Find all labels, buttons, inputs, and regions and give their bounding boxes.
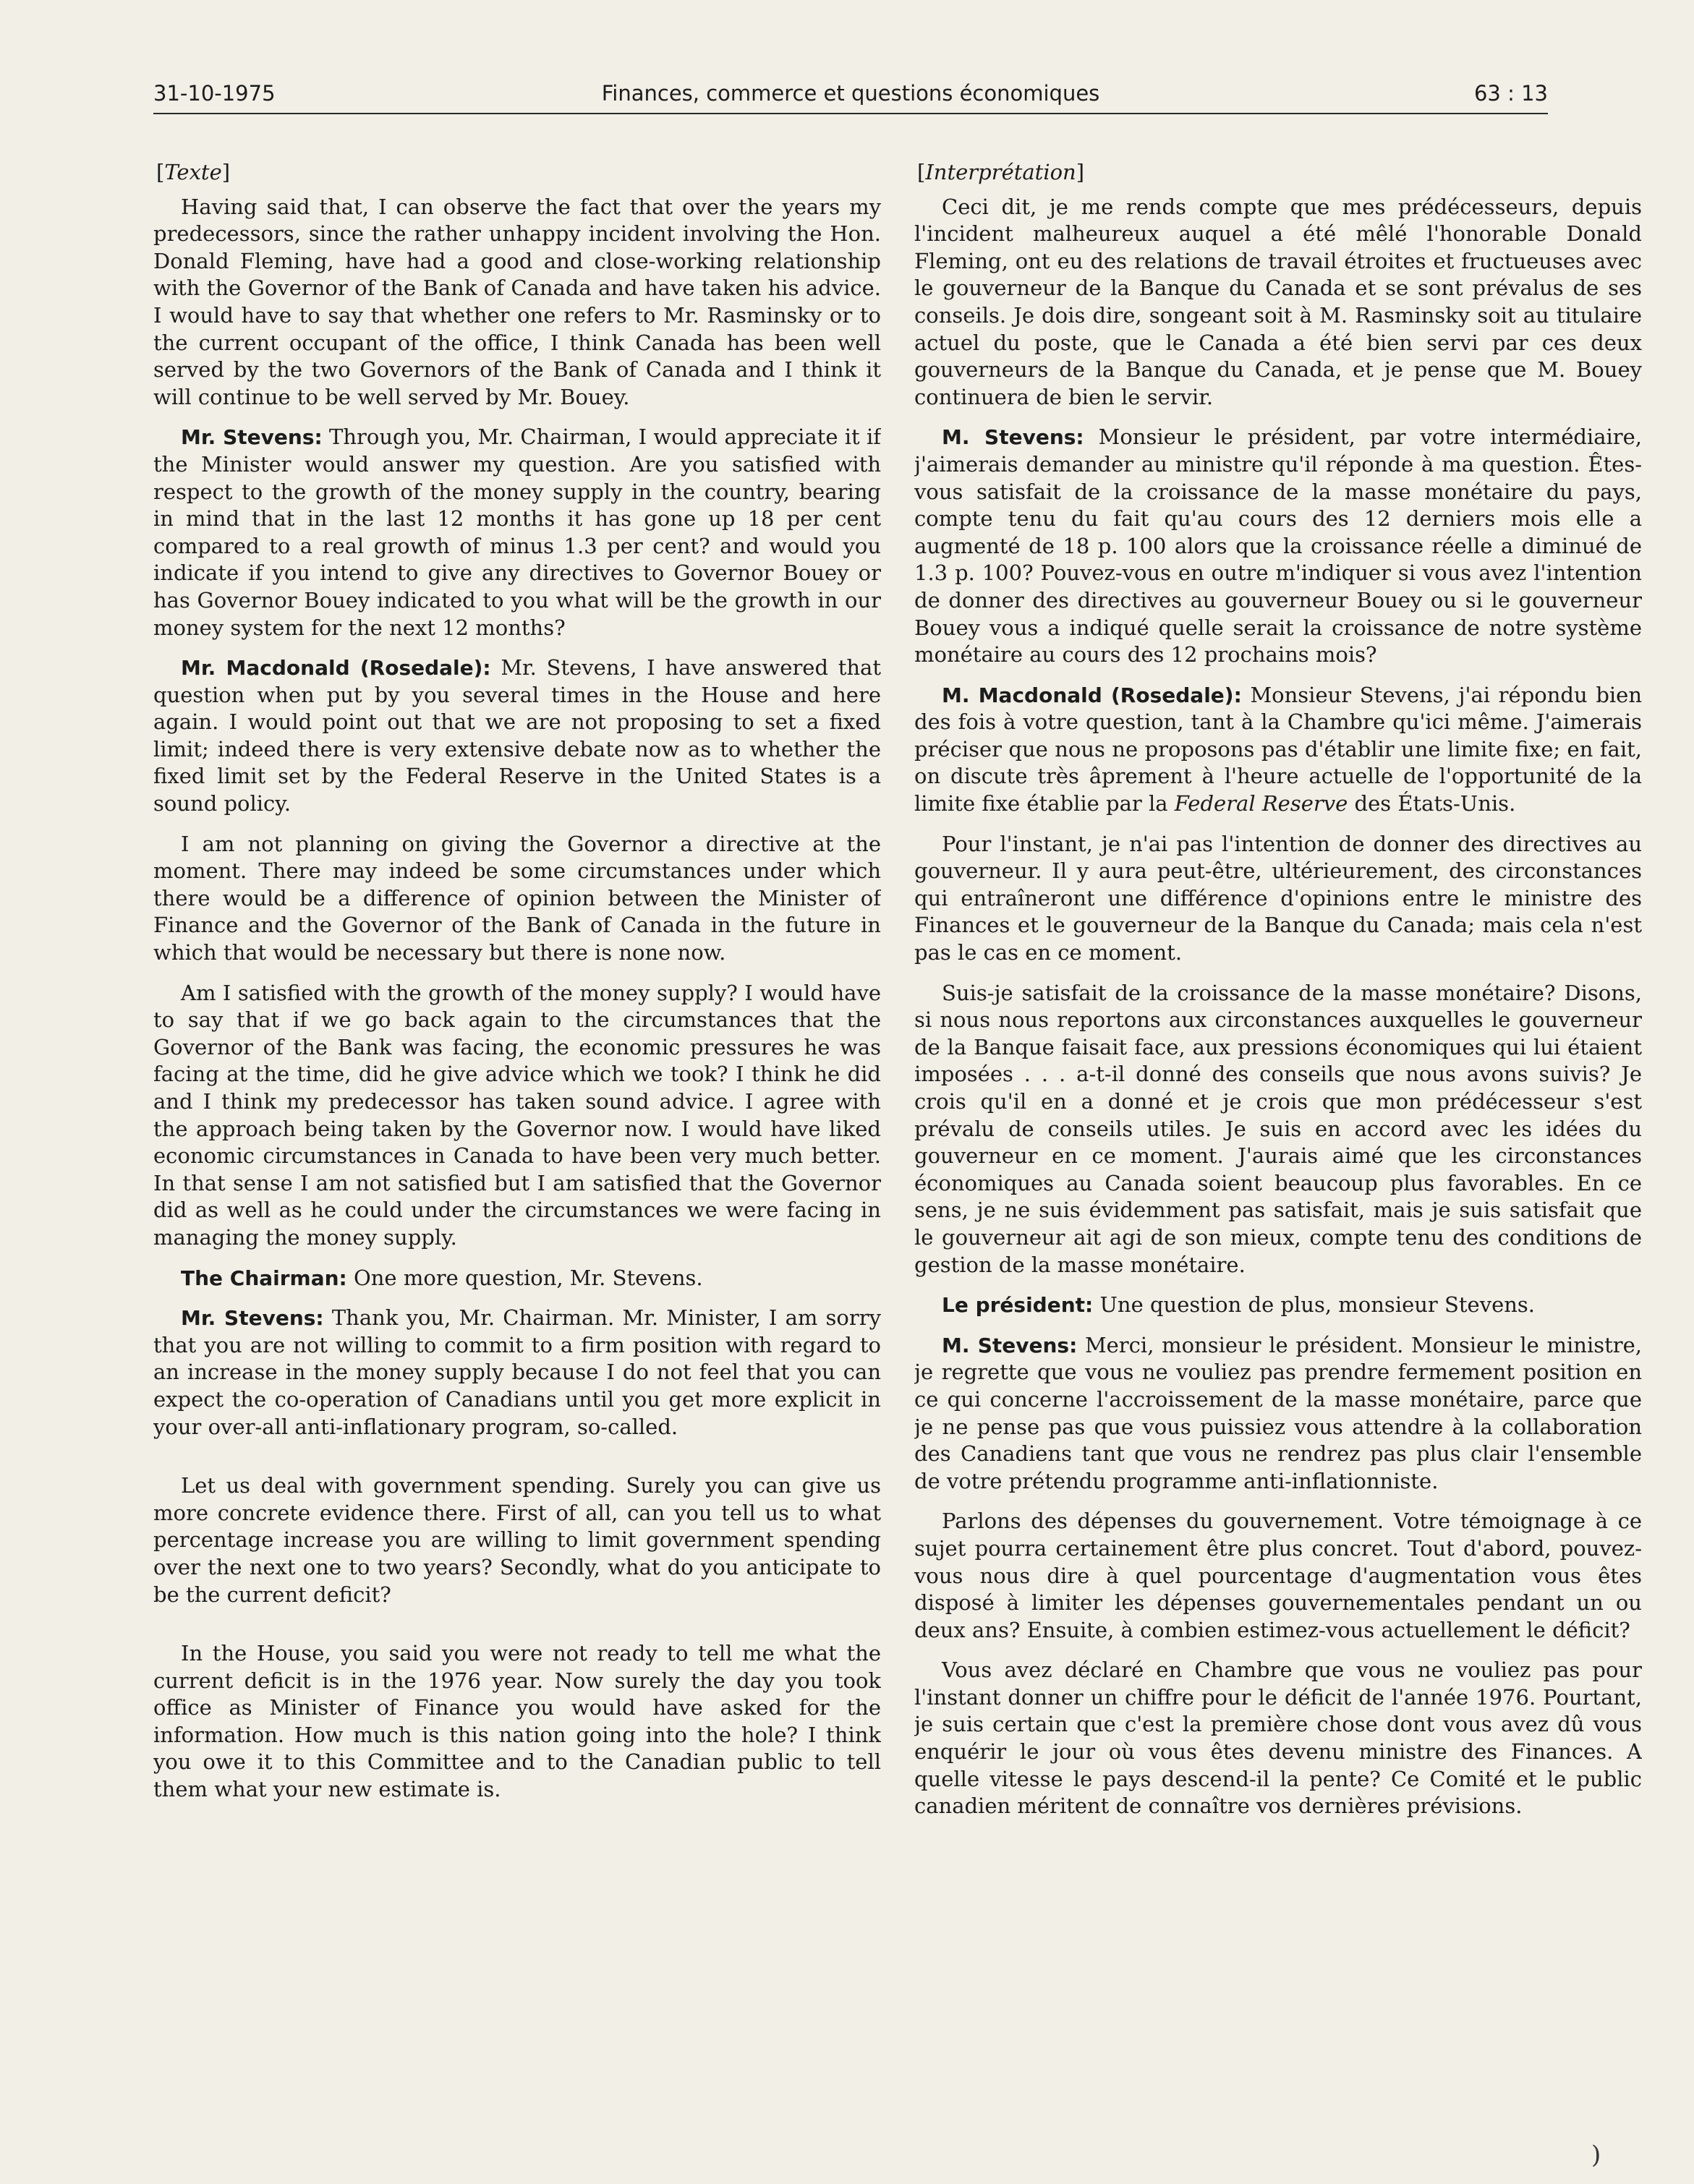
paragraph-text: Am I satisfied with the growth of the money supply? I would have to say that if we go back again to the circumstances that the Governor of the Bank was facing, the economic pressures he was facing at the time, did he give advice which we took? I think he did and I think my predecessor has taken sound advice. I agree with the approach being taken by the Governor now. I would have liked economic circumstances in Canada to have been very much better. In that sense I am not satisfied but I am satisfied that the Governor did as well as he could under the circumstances we were facing in managing the money supply. bbox=[153, 980, 881, 1250]
paragraph-list bbox=[153, 194, 881, 1804]
paragraph-text: Mr. Stevens, I have answered that question when put by you several times in the House and here again. I would point out that we are not proposing to set a fixed limit; indeed there is very extensive debate now as to whether the fixed limit set by the Federal Reserve in the United States is a sound policy. bbox=[153, 655, 881, 816]
paragraph-text: Pour l'instant, je n'ai pas l'intention de donner des directives au gouverneur. Il y aura peut-être, ultérieurement, des circonstances qui entraîneront une différence d'opinions entre le ministre des Finances et le gouverneur de la Banque du Canada; mais cela n'est pas le cas en ce moment. bbox=[914, 831, 1642, 965]
paragraph bbox=[914, 1657, 1642, 1820]
paragraph bbox=[914, 682, 1642, 818]
header-title: Finances, commerce et questions économiques bbox=[601, 81, 1100, 106]
paragraph-list bbox=[914, 194, 1642, 1820]
italic-term: Federal Reserve bbox=[1174, 791, 1348, 816]
paragraph bbox=[153, 1305, 881, 1441]
speaker-name: Mr. Stevens: bbox=[181, 1306, 324, 1331]
paragraph bbox=[914, 831, 1642, 967]
margin-mark: ) bbox=[1591, 2141, 1601, 2170]
french-column bbox=[914, 159, 1642, 2032]
paragraph bbox=[153, 1472, 881, 1608]
section-label: [Interprétation] bbox=[917, 160, 1085, 184]
paragraph bbox=[914, 980, 1642, 1279]
paragraph-text: Parlons des dépenses du gouvernement. Votre témoignage à ce sujet pourra certainement être plus concret. Tout d'abord, pouvez-vous nous dire à quel pourcentage d'augmentation vous êtes disposé à limiter les dépenses gouvernementales pendant un ou deux ans? Ensuite, à combien estimez-vous actuellement le déficit? bbox=[914, 1509, 1642, 1642]
paragraph bbox=[153, 980, 881, 1252]
paragraph-text: Merci, monsieur le président. Monsieur le ministre, je regrette que vous ne vouliez pas prendre fermement position en ce qui concerne l'accroissement de la masse monétaire, parce que je ne pense pas que vous puissiez vous attendre à la collaboration des Canadiens tant que vous ne rendrez pas plus clair l'ensemble de votre prétendu programme anti-inflationniste. bbox=[914, 1332, 1642, 1493]
paragraph bbox=[153, 654, 881, 818]
paragraph bbox=[914, 194, 1642, 411]
paragraph-text: Thank you, Mr. Chairman. Mr. Minister, I am sorry that you are not willing to commit to a firm position with regard to an increase in the money supply because I do not feel that you can expect the co-operation of Canadians until you get more explicit in your over-all anti-inflationary program, so-called. bbox=[153, 1305, 881, 1439]
speaker-name: Mr. Macdonald (Rosedale): bbox=[181, 656, 491, 681]
paragraph bbox=[914, 1292, 1642, 1319]
paragraph bbox=[914, 1508, 1642, 1644]
paragraph-text: Suis-je satisfait de la croissance de la masse monétaire? Disons, si nous nous reportons aux circonstances auxquelles le gouverneur de la Banque faisait face, aux pressions économiques qui lui étaient imposées . . . a-t-il donné des conseils que nous avons suivis? Je crois qu'il en a donné et je crois que mon prédécesseur s'est prévalu de conseils utiles. Je suis en accord avec les idées du gouverneur en ce moment. J'aurais aimé que les circonstances économiques au Canada soient beaucoup plus favorables. En ce sens, je ne suis évidemment pas satisfait, mais je suis satisfait que le gouverneur ait agi de son mieux, compte tenu des conditions de gestion de la masse monétaire. bbox=[914, 980, 1642, 1277]
paragraph-text-tail: des États-Unis. bbox=[1348, 791, 1516, 816]
page-number: 63 : 13 bbox=[1473, 81, 1548, 106]
paragraph-text: Monsieur Stevens, j'ai répondu bien des fois à votre question, tant à la Chambre qu'ici même. J'aimerais préciser que nous ne proposons pas d'établir une limite fixe; en fait, on discute très âprement à l'heure actuelle de l'opportunité de la limite fixe établie par la bbox=[914, 682, 1642, 816]
paragraph bbox=[914, 424, 1642, 668]
paragraph-text: Monsieur le président, par votre intermédiaire, j'aimerais demander au ministre qu'il réponde à ma question. Êtes-vous satisfait de la croissance de la masse monétaire du pays, compte tenu du fait qu'au cours des 12 derniers mois elle a augmenté de 18 p. 100 alors que la croissance réelle a diminué de 1.3 p. 100? Pouvez-vous en outre m'indiquer si vous avez l'intention de donner des directives au gouverneur Bouey ou si le gouverneur Bouey vous a indiqué quelle serait la croissance de notre système monétaire au cours des 12 prochains mois? bbox=[914, 425, 1642, 667]
paragraph bbox=[153, 1265, 881, 1292]
header-date: 31-10-1975 bbox=[153, 81, 276, 106]
paragraph-text: I am not planning on giving the Governor a directive at the moment. There may indeed be some circumstances under which there would be a difference of opinion between the Minister of Finance and the Governor of the Bank of Canada in the future in which that would be necessary but there is none now. bbox=[153, 831, 881, 965]
paragraph-text: In the House, you said you were not ready to tell me what the current deficit is in the 1976 year. Now surely the day you took office as Minister of Finance you would have asked for the information. How much is this nation going into the hole? I think you owe it to this Committee and to the Canadian public to tell them what your new estimate is. bbox=[153, 1641, 881, 1802]
paragraph-text: Let us deal with government spending. Surely you can give us more concrete evidence there. First of all, can you tell us to what percentage increase you are willing to limit government spending over the next one to two years? Secondly, what do you anticipate to be the current deficit? bbox=[153, 1473, 881, 1607]
speaker-name: Le président: bbox=[942, 1293, 1094, 1318]
paragraph bbox=[153, 831, 881, 967]
paragraph-text: Ceci dit, je me rends compte que mes prédécesseurs, depuis l'incident malheureux auquel a été mêlé l'honorable Donald Fleming, ont eu des relations de travail étroites et fructueuses avec le gouverneur de la Banque du Canada et se sont prévalus de ses conseils. Je dois dire, songeant soit à M. Rasminsky soit au titulaire actuel du poste, que le Canada a été bien servi par ces deux gouverneurs de la Banque du Canada, et je pense que M. Bouey continuera de bien le servir. bbox=[914, 194, 1642, 409]
speaker-name: The Chairman: bbox=[181, 1266, 347, 1290]
page-header bbox=[153, 75, 1548, 114]
paragraph bbox=[153, 194, 881, 411]
paragraph-text: Having said that, I can observe the fact that over the years my predecessors, since the rather unhappy incident involving the Hon. Donald Fleming, have had a good and close-working relationship with the Governor of the Bank of Canada and have taken his advice. I would have to say that whether one refers to Mr. Rasminsky or to the current occupant of the office, I think Canada has been well served by the two Governors of the Bank of Canada and I think it will continue to be well served by Mr. Bouey. bbox=[153, 194, 881, 409]
speaker-name: M. Stevens: bbox=[942, 1333, 1078, 1357]
paragraph bbox=[914, 1332, 1642, 1496]
paragraph-text: Vous avez déclaré en Chambre que vous ne vouliez pas pour l'instant donner un chiffre pour le déficit de l'année 1976. Pourtant, je suis certain que c'est la première chose dont vous avez dû vous enquérir le jour où vous êtes devenu ministre des Finances. A quelle vitesse le pays descend-il la pente? Ce Comité et le public canadien méritent de connaître vos dernières prévisions. bbox=[914, 1658, 1642, 1819]
speaker-name: M. Macdonald (Rosedale): bbox=[942, 683, 1242, 707]
paragraph bbox=[153, 424, 881, 641]
speaker-name: Mr. Stevens: bbox=[181, 425, 323, 450]
paragraph-text: One more question, Mr. Stevens. bbox=[353, 1265, 703, 1290]
english-column bbox=[153, 159, 881, 2032]
speaker-name: M. Stevens: bbox=[942, 425, 1084, 450]
paragraph-text: Une question de plus, monsieur Stevens. bbox=[1099, 1292, 1536, 1318]
section-label: [Texte] bbox=[156, 160, 231, 184]
paragraph-text: Through you, Mr. Chairman, I would appreciate it if the Minister would answer my question. Are you satisfied with respect to the growth of the money supply in the country, bearing in mind that in the last 12 months it has gone up 18 per cent compared to a real growth of minus 1.3 per cent? and would you indicate if you intend to give any directives to Governor Bouey or has Governor Bouey indicated to you what will be the growth in our money system for the next 12 months? bbox=[153, 425, 881, 640]
paragraph bbox=[153, 1640, 881, 1804]
